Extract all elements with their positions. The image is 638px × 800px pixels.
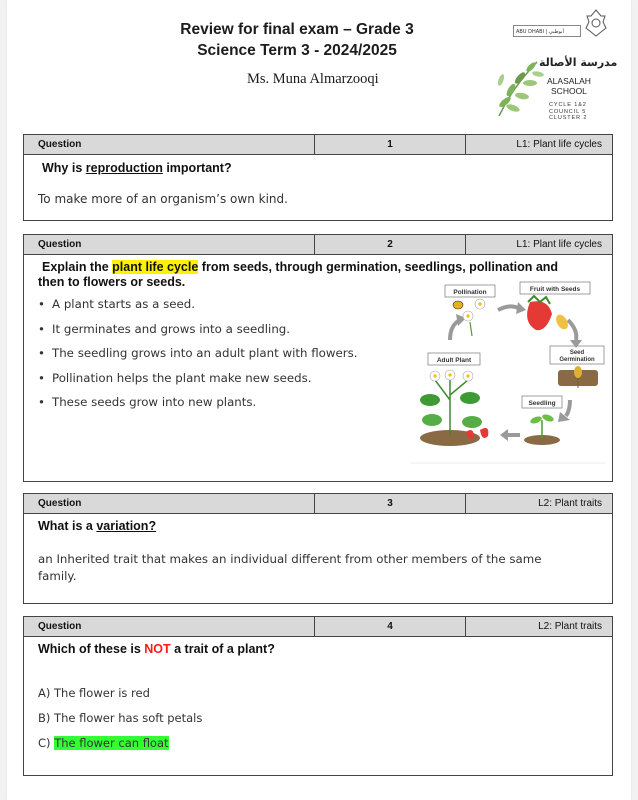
question-topic: L1: Plant life cycles bbox=[516, 139, 602, 150]
leaf-icon bbox=[460, 392, 480, 404]
list-item: • It germinates and grows into a seedling. bbox=[38, 322, 358, 347]
list-item: • Pollination helps the plant make new seeds. bbox=[38, 371, 358, 396]
question-text-part: then to flowers or seeds. bbox=[38, 275, 186, 289]
answer-line: an Inherited trait that makes an individual different from other members of the same bbox=[38, 552, 542, 566]
question-3-text bbox=[38, 519, 156, 533]
question-label: Question bbox=[24, 494, 315, 513]
school-name-line2: SCHOOL bbox=[551, 86, 587, 96]
label-pollination: Pollination bbox=[453, 289, 487, 296]
question-number: 1 bbox=[315, 135, 466, 154]
option-letter: B) bbox=[38, 711, 51, 725]
question-text-part: a trait of a plant? bbox=[170, 642, 275, 656]
leaf-icon bbox=[422, 414, 442, 426]
key-term: NOT bbox=[144, 642, 171, 656]
emblem-icon bbox=[583, 8, 609, 38]
question-3-answer bbox=[38, 551, 608, 585]
key-term: plant life cycle bbox=[112, 260, 199, 274]
label-adult-plant: Adult Plant bbox=[436, 357, 472, 364]
key-term: variation? bbox=[96, 519, 157, 533]
question-topic: L2: Plant traits bbox=[538, 498, 602, 509]
option-b bbox=[38, 711, 202, 725]
leaf-icon bbox=[462, 416, 482, 428]
question-1-answer: To make more of an organism’s own kind. bbox=[38, 192, 288, 206]
question-3-box bbox=[23, 493, 613, 604]
question-3-header bbox=[24, 494, 612, 514]
option-c bbox=[38, 736, 169, 750]
list-item: • A plant starts as a seed. bbox=[38, 297, 358, 322]
question-text-part: important? bbox=[162, 161, 232, 175]
question-text-part: Which of these is bbox=[38, 642, 145, 656]
question-1-text bbox=[42, 161, 232, 175]
label-seed: Seed bbox=[569, 350, 585, 356]
school-name-line1: ALASALAH bbox=[547, 76, 591, 86]
school-name-ar: مدرسة الأصالة bbox=[539, 56, 618, 69]
correct-option-text: The flower can float bbox=[54, 736, 169, 750]
question-4-header bbox=[24, 617, 612, 637]
teacher-name: Ms. Muna Almarzooqi bbox=[247, 71, 379, 87]
cycle-line: CYCLE 1&2 bbox=[549, 102, 587, 108]
logo-strip: ABU DHABI | أبوظبي bbox=[513, 25, 581, 37]
option-a bbox=[38, 686, 150, 700]
key-term: reproduction bbox=[85, 161, 163, 175]
question-number: 4 bbox=[315, 617, 466, 636]
question-text-part: Why is bbox=[42, 161, 86, 175]
cluster-line: CLUSTER 2 bbox=[549, 115, 588, 121]
question-text-part: What is a bbox=[38, 519, 97, 533]
page-subtitle: Science Term 3 - 2024/2025 bbox=[197, 42, 397, 59]
question-text-part: from seeds, through germination, seedlings, pollination and bbox=[198, 260, 559, 274]
question-1-box bbox=[23, 134, 613, 221]
list-item: • The seedling grows into an adult plant with flowers. bbox=[38, 346, 358, 371]
answer-line: family. bbox=[38, 569, 77, 583]
leaf-icon bbox=[420, 394, 440, 406]
school-name-en bbox=[547, 76, 591, 96]
option-text: The flower is red bbox=[54, 686, 150, 700]
question-4-box bbox=[23, 616, 613, 776]
question-2-header bbox=[24, 235, 612, 255]
list-item: • These seeds grow into new plants. bbox=[38, 395, 358, 420]
plant-life-cycle-diagram bbox=[410, 280, 606, 476]
option-letter: A) bbox=[38, 686, 51, 700]
question-label: Question bbox=[24, 135, 315, 154]
question-4-text bbox=[38, 642, 275, 656]
label-seedling: Seedling bbox=[528, 400, 556, 407]
question-number: 2 bbox=[315, 235, 466, 254]
label-germination: Germination bbox=[559, 357, 595, 363]
question-label: Question bbox=[24, 617, 315, 636]
bee-icon bbox=[453, 301, 463, 309]
page-title: Review for final exam – Grade 3 bbox=[180, 21, 414, 38]
school-logo bbox=[489, 4, 619, 128]
option-text: The flower has soft petals bbox=[54, 711, 203, 725]
council-line: COUNCIL 5 bbox=[549, 108, 587, 115]
school-cycle-info bbox=[549, 102, 587, 122]
question-1-header bbox=[24, 135, 612, 155]
question-topic: L1: Plant life cycles bbox=[516, 239, 602, 250]
question-2-box bbox=[23, 234, 613, 482]
worksheet-page bbox=[7, 0, 631, 800]
question-text-part: Explain the bbox=[42, 260, 113, 274]
question-topic: L2: Plant traits bbox=[538, 621, 602, 632]
label-fruit: Fruit with Seeds bbox=[529, 286, 581, 293]
option-letter: C) bbox=[38, 736, 51, 750]
question-number: 3 bbox=[315, 494, 466, 513]
answer-bullet-list bbox=[38, 297, 358, 420]
question-label: Question bbox=[24, 235, 315, 254]
